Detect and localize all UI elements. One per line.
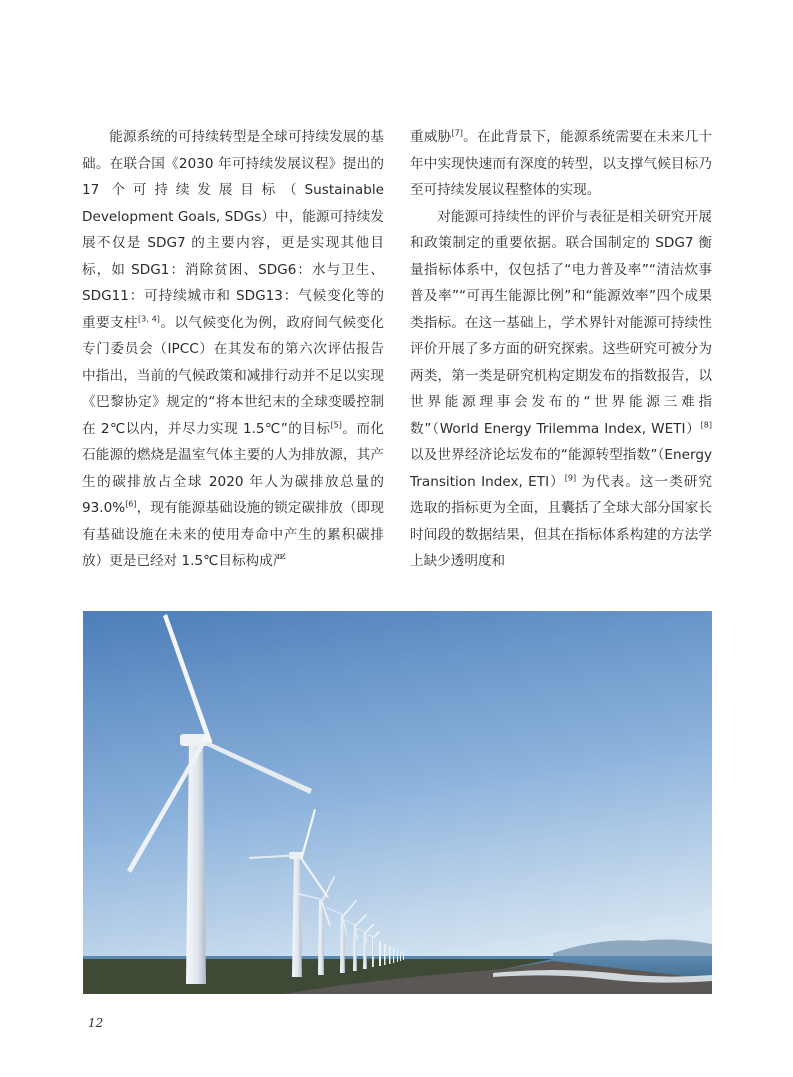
text-run: 为代表。这一类研究选取的指标更为全面，且囊括了全球大部分国家长时间段的数据结果，但其在指标体系构建的方法学上缺少透明度和 [410, 473, 712, 569]
text-run: 。以气候变化为例，政府间气候变化专门委员会（IPCC）在其发布的第六次评估报告中指出，当前的气候政策和减排行动并不足以实现《巴黎协定》规定的“将本世纪末的全球变暖控制在 2℃以内，并尽力实现 1.5℃”的目标 [82, 314, 384, 437]
paragraph-evaluation [410, 204, 712, 575]
wind-turbine-illustration [83, 611, 712, 994]
text-run: 以及世界经济论坛发布的“能源转型指数”（Energy Transition Index, ETI） [410, 447, 712, 490]
left-column [82, 124, 384, 575]
sky [83, 611, 712, 994]
text-run: ，现有能源基础设施的锁定碳排放（即现有基础设施在未来的使用寿命中产生的累积碳排放）更是已经对 1.5℃目标构成严 [82, 500, 384, 569]
text-run: 能源系统的可持续转型是全球可持续发展的基础。在联合国《2030 年可持续发展议程》提出的 17 个可持续发展目标（Sustainable Development Goals, SDGs）中，能源可持续发展不仅是 SDG7 的主要内容，更是实现其他目标，如 SDG1：消除贫困、SDG6：水与卫生、SDG11：可持续城市和 SDG13：气候变化等的重要支柱 [82, 129, 384, 331]
citation-ref: [5] [330, 419, 342, 429]
paragraph-sustainability-intro [82, 124, 384, 575]
wind-turbines-photo [83, 611, 712, 994]
text-run: 。在此背景下，能源系统需要在未来几十年中实现快速而有深度的转型，以支撑气候目标乃至可持续发展议程整体的实现。 [410, 129, 713, 198]
text-run: 。而化石能源的燃烧是温室气体主要的人为排放源，其产生的碳排放占全球 2020 年人为碳排放总量的 93.0% [82, 420, 385, 516]
citation-ref: [9] [564, 472, 577, 482]
paragraph-continuation [410, 124, 712, 204]
right-column [410, 124, 712, 575]
citation-ref: [3, 4] [138, 313, 160, 323]
citation-ref: [7] [451, 128, 463, 138]
page-number: 12 [88, 1016, 104, 1030]
text-run: 对能源可持续性的评价与表征是相关研究开展和政策制定的重要依据。联合国制定的 SDG7 衡量指标体系中，仅包括了“电力普及率”“清洁炊事普及率”“可再生能源比例”和“能源效率”四个成果类指标。在这一基础上，学术界针对能源可持续性评价开展了多方面的研究探索。这些研究可被分为两类，第一类是研究机构定期发布的指数报告，以世界能源理事会发布的“世界能源三难指数”（World Energy Trilemma Index, WETI） [410, 208, 712, 437]
citation-ref: [8] [700, 419, 712, 429]
citation-ref: [6] [125, 499, 137, 509]
text-run: 重威胁 [410, 129, 452, 145]
